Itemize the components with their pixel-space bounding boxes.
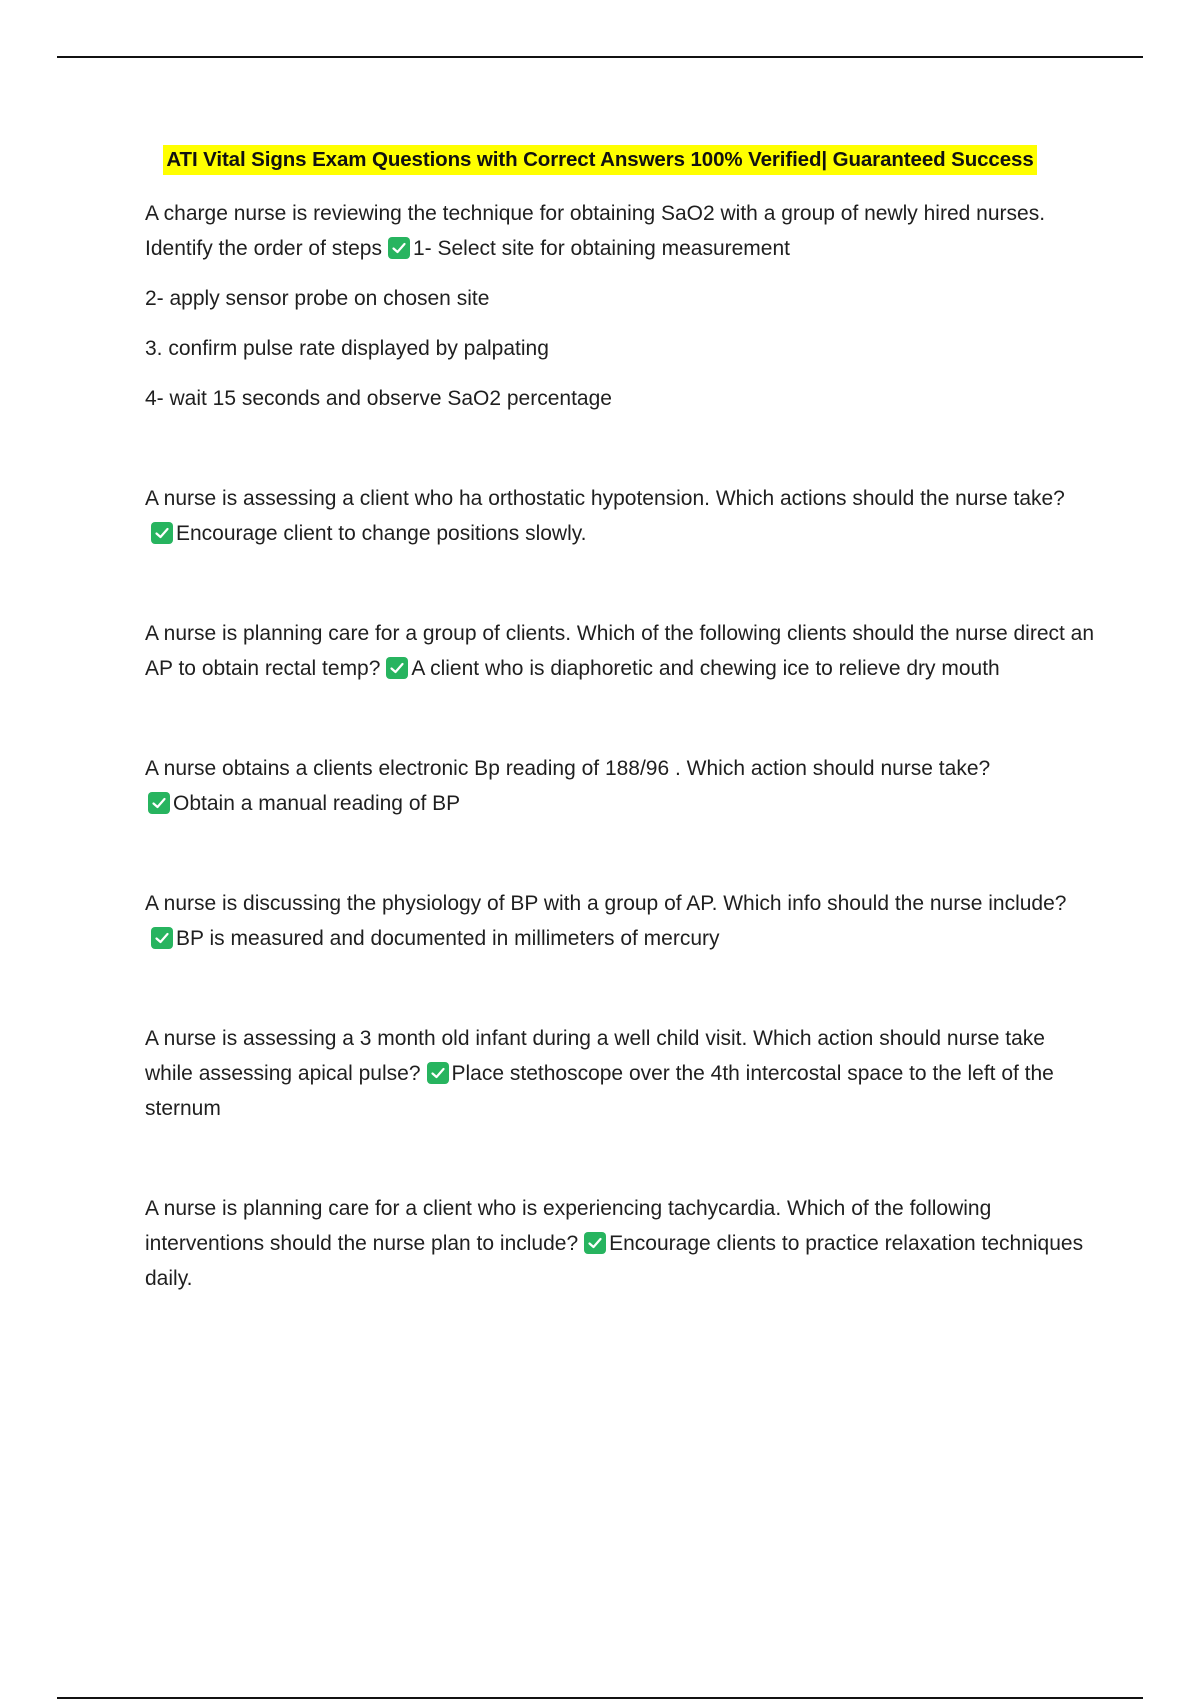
question-text: A nurse is planning care for a client who is experiencing tachycardia. Which of the following interventions should the nurse plan to include? (145, 1197, 992, 1255)
answer-step-2: 2- apply sensor probe on chosen site (145, 287, 490, 310)
check-mark-icon (148, 792, 170, 814)
answer-text: BP is measured and documented in millimeters of mercury (176, 927, 720, 950)
question-4 (145, 751, 1095, 821)
question-1 (145, 196, 1095, 266)
answer-text: A client who is diaphoretic and chewing ice to relieve dry mouth (411, 657, 1000, 680)
footer-rule (57, 1697, 1143, 1699)
check-mark-icon (427, 1062, 449, 1084)
check-mark-icon (151, 927, 173, 949)
answer-text: Encourage client to change positions slowly. (176, 522, 587, 545)
answer-step-3: 3. confirm pulse rate displayed by palpating (145, 337, 549, 360)
check-mark-icon (584, 1232, 606, 1254)
question-text: A nurse is assessing a 3 month old infant during a well child visit. Which action should nurse take while assessing apical pulse? (145, 1027, 1045, 1085)
question-2 (145, 481, 1095, 551)
check-mark-icon (388, 237, 410, 259)
question-text: A nurse is planning care for a group of clients. Which of the following clients should the nurse direct an AP to obtain rectal temp? (145, 622, 1095, 680)
check-mark-icon (386, 657, 408, 679)
question-text: A nurse obtains a clients electronic Bp reading of 188/96 . Which action should nurse take? (145, 757, 991, 780)
question-3 (145, 616, 1095, 686)
header-rule (57, 56, 1143, 58)
question-text: A charge nurse is reviewing the technique for obtaining SaO2 with a group of newly hired nurses. Identify the order of steps (145, 202, 1046, 260)
answer-text: 1- Select site for obtaining measurement (412, 237, 790, 260)
title-container (0, 145, 1200, 175)
check-mark-icon (151, 522, 173, 544)
question-list (145, 196, 1095, 1296)
document-title: ATI Vital Signs Exam Questions with Correct Answers 100% Verified| Guaranteed Success (163, 145, 1036, 175)
question-7 (145, 1191, 1095, 1296)
question-6 (145, 1021, 1095, 1126)
answer-text: Obtain a manual reading of BP (173, 792, 461, 815)
question-5 (145, 886, 1095, 956)
answer-step-4: 4- wait 15 seconds and observe SaO2 percentage (145, 387, 612, 410)
answer-text: Place stethoscope over the 4th intercostal space to the left of the sternum (145, 1062, 1054, 1120)
question-text: A nurse is assessing a client who ha orthostatic hypotension. Which actions should the nurse take? (145, 487, 1065, 510)
answer-text: Encourage clients to practice relaxation techniques daily. (145, 1232, 1084, 1290)
question-text: A nurse is discussing the physiology of BP with a group of AP. Which info should the nurse include? (145, 892, 1067, 915)
